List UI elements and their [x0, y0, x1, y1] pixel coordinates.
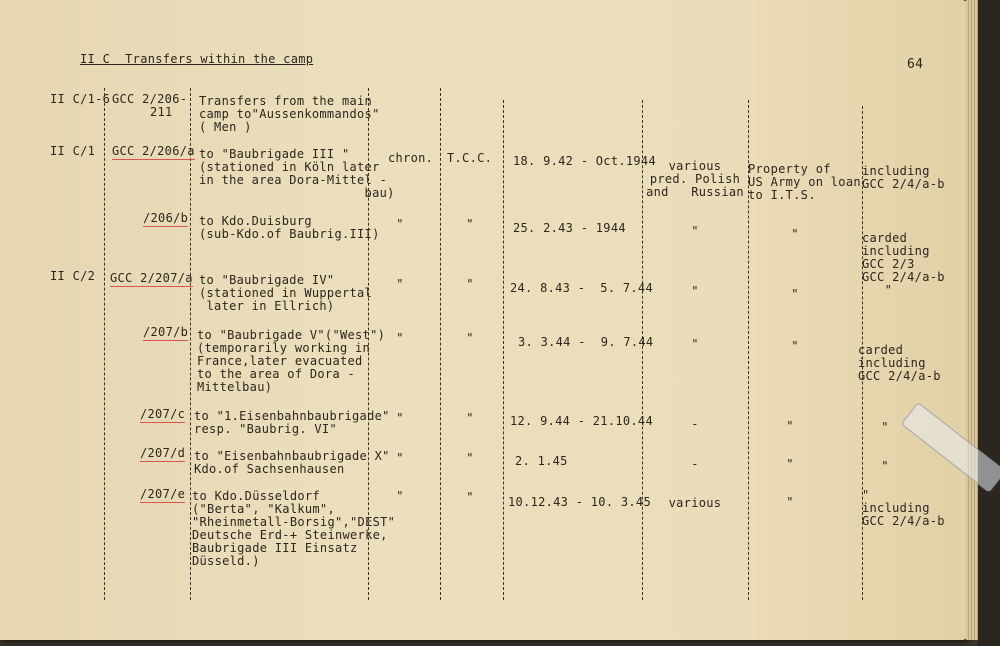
row-ref: II C/1 — [50, 144, 96, 158]
period-cell: 12. 9.44 - 21.10.44 — [510, 414, 653, 428]
nationality-cell: " — [691, 337, 699, 351]
row-code-cont: 211 — [150, 105, 173, 119]
period-cell: 24. 8.43 - 5. 7.44 — [510, 281, 653, 295]
nationality-cell: various pred. Polish and Russian — [646, 159, 744, 199]
remarks-cell: carded including GCC 2/3 GCC 2/4/a-b " — [862, 231, 945, 297]
arrangement-cell: " — [396, 411, 404, 425]
row-code: /206/b — [143, 211, 189, 225]
provenance-cell: " — [791, 227, 799, 241]
column-rule — [440, 88, 441, 600]
nationality-cell: - — [691, 457, 699, 471]
row-description: to "Baubrigade III " (stationed in Köln later in the area Dora-Mittel - bau) — [199, 147, 395, 200]
row-code: /207/d — [140, 446, 186, 460]
nationality-cell: " — [691, 284, 699, 298]
provenance-cell: " — [786, 419, 794, 433]
arrangement-cell: chron. — [388, 151, 434, 165]
remarks-cell: " — [881, 420, 889, 434]
provenance-cell: " — [791, 339, 799, 353]
row-code: /207/e — [140, 487, 186, 501]
origin-cell: " — [466, 217, 474, 231]
arrangement-cell: " — [396, 217, 404, 231]
column-rule — [104, 88, 105, 600]
period-cell: 18. 9.42 - Oct.1944 — [513, 154, 656, 168]
nationality-cell: " — [691, 224, 699, 238]
provenance-cell: " — [786, 495, 794, 509]
arrangement-cell: " — [396, 489, 404, 503]
row-code: GCC 2/207/a — [110, 271, 193, 285]
provenance-cell: " — [791, 287, 799, 301]
binder-background — [978, 0, 1000, 646]
column-rule — [503, 100, 504, 600]
row-description: to Kdo.Duisburg (sub-Kdo.of Baubrig.III) — [199, 214, 380, 241]
row-code: /207/b — [143, 325, 189, 339]
remarks-cell: including GCC 2/4/a-b — [862, 164, 945, 191]
origin-cell: " — [466, 411, 474, 425]
row-description: to "1.Eisenbahnbaubrigade" resp. "Baubrig. VI" — [194, 409, 390, 436]
page-number: 64 — [907, 57, 924, 72]
origin-cell: " — [466, 490, 474, 504]
arrangement-cell: " — [396, 277, 404, 291]
row-code: GCC 2/206- — [112, 92, 188, 106]
nationality-cell: - — [691, 417, 699, 431]
row-code: /207/c — [140, 407, 186, 421]
arrangement-cell: " — [396, 451, 404, 465]
origin-cell: T.C.C. — [447, 151, 493, 165]
page-edge — [966, 0, 978, 640]
row-description: to "Eisenbahnbaubrigade X" Kdo.of Sachsenhausen — [194, 449, 390, 476]
row-description: Transfers from the main camp to"Aussenkommandos" ( Men ) — [199, 94, 380, 134]
remarks-cell: carded including GCC 2/4/a-b — [858, 343, 941, 383]
row-description: to "Baubrigade IV" (stationed in Wuppertal later in Ellrich) — [199, 273, 373, 313]
provenance-cell: Property of US Army on loan to I.T.S. — [748, 162, 861, 202]
period-cell: 2. 1.45 — [515, 454, 568, 468]
row-description: to "Baubrigade V"("West") (temporarily working in France,later evacuated to the area of Dora - Mittelbau) — [197, 328, 386, 394]
period-cell: 25. 2.43 - 1944 — [513, 221, 626, 235]
origin-cell: " — [466, 451, 474, 465]
row-ref: II C/2 — [50, 269, 96, 283]
row-ref: II C/1-6 — [50, 92, 111, 106]
arrangement-cell: " — [396, 331, 404, 345]
section-title: II C Transfers within the camp — [80, 52, 314, 66]
origin-cell: " — [466, 331, 474, 345]
column-rule — [190, 88, 191, 600]
provenance-cell: " — [786, 457, 794, 471]
period-cell: 3. 3.44 - 9. 7.44 — [518, 335, 654, 349]
period-cell: 10.12.43 - 10. 3.45 — [508, 495, 651, 509]
row-code: GCC 2/206/a — [112, 144, 195, 158]
remarks-cell: " including GCC 2/4/a-b — [862, 488, 945, 528]
remarks-cell: " — [881, 459, 889, 473]
origin-cell: " — [466, 277, 474, 291]
row-description: to Kdo.Düsseldorf ("Berta", "Kalkum", "Rheinmetall-Borsig","DEST" Deutsche Erd-+ Steinwerke, Baubrigade III Einsatz Düsseld.) — [192, 489, 396, 568]
nationality-cell: various — [668, 496, 722, 510]
